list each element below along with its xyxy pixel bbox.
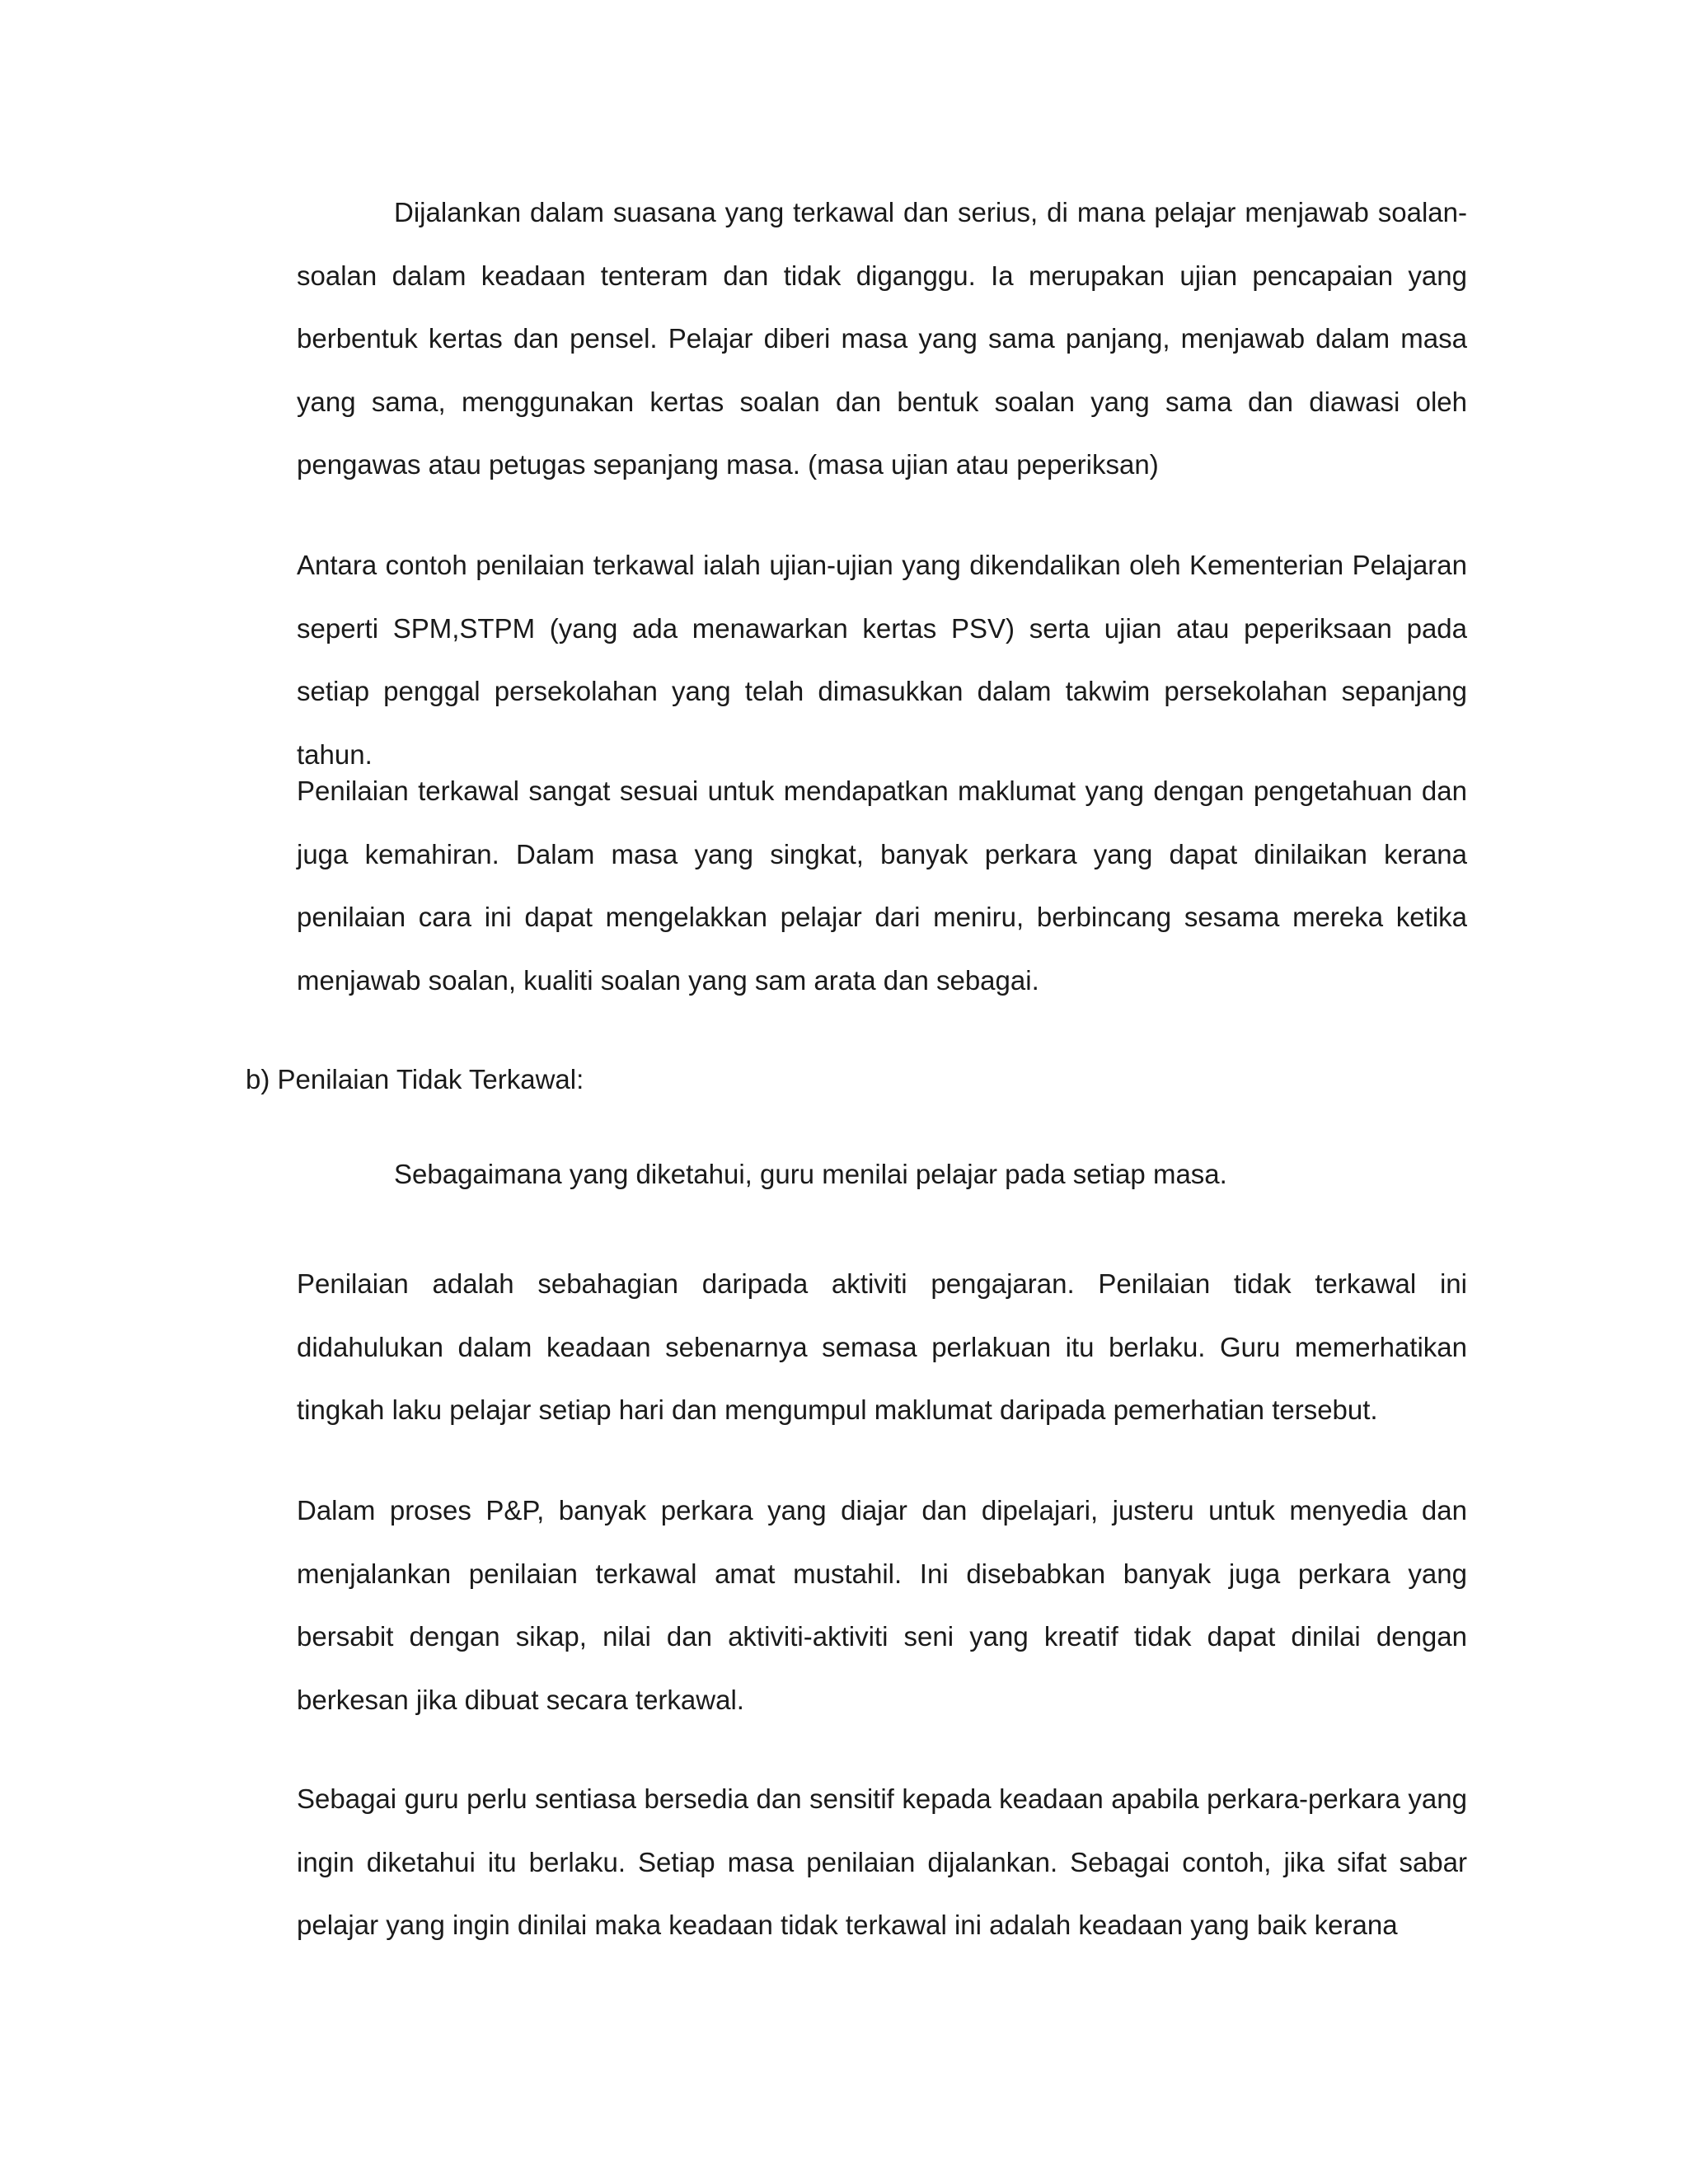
paragraph-teacher-sensitivity: Sebagai guru perlu sentiasa bersedia dan sensitif kepada keadaan apabila perkara-perkara yang ingin diketahui itu berlaku. Setiap masa penilaian dijalankan. Sebagai contoh, jika sifat sabar pelajar yang ingin dinilai maka keadaan tidak terkawal ini adalah keadaan yang baik kerana <box>297 1783 1467 1940</box>
paragraph-teaching-process: Dalam proses P&P, banyak perkara yang diajar dan dipelajari, justeru untuk menyedia dan menjalankan penilaian terkawal amat mustahil. Ini disebabkan banyak juga perkara yang bersabit dengan sikap, nilai dan aktiviti-aktiviti seni yang kreatif tidak dapat dinilai dengan berkesan jika dibuat secara terkawal. <box>297 1495 1467 1715</box>
paragraph-controlled-assessment-description: Dijalankan dalam suasana yang terkawal dan serius, di mana pelajar menjawab soalan-soalan dalam keadaan tenteram dan tidak diganggu. Ia merupakan ujian pencapaian yang berbentuk kertas dan pensel. Pelajar diberi masa yang sama panjang, menjawab dalam masa yang sama, menggunakan kertas soalan dan bentuk soalan yang sama dan diawasi oleh pengawas atau petugas sepanjang masa. (masa ujian atau peperiksan) <box>297 197 1467 480</box>
paragraph-controlled-assessment-suitability: Penilaian terkawal sangat sesuai untuk mendapatkan maklumat yang dengan pengetahuan dan juga kemahiran. Dalam masa yang singkat, banyak perkara yang dapat dinilaikan kerana penilaian cara ini dapat mengelakkan pelajar dari meniru, berbincang sesama mereka ketika menjawab soalan, kualiti soalan yang sam arata dan sebagai. <box>297 776 1467 996</box>
section-heading-uncontrolled-assessment: b) Penilaian Tidak Terkawal: <box>246 1064 584 1094</box>
paragraph-controlled-assessment-examples: Antara contoh penilaian terkawal ialah ujian-ujian yang dikendalikan oleh Kementerian Pelajaran seperti SPM,STPM (yang ada menawarkan kertas PSV) serta ujian atau peperiksaan pada setiap penggal persekolahan yang telah dimasukkan dalam takwim persekolahan sepanjang tahun. <box>297 550 1467 770</box>
paragraph-uncontrolled-intro: Sebagaimana yang diketahui, guru menilai pelajar pada setiap masa. <box>394 1159 1227 1189</box>
paragraph-uncontrolled-assessment-activity: Penilaian adalah sebahagian daripada aktiviti pengajaran. Penilaian tidak terkawal ini didahulukan dalam keadaan sebenarnya semasa perlakuan itu berlaku. Guru memerhatikan tingkah laku pelajar setiap hari dan mengumpul maklumat daripada pemerhatian tersebut. <box>297 1268 1467 1425</box>
